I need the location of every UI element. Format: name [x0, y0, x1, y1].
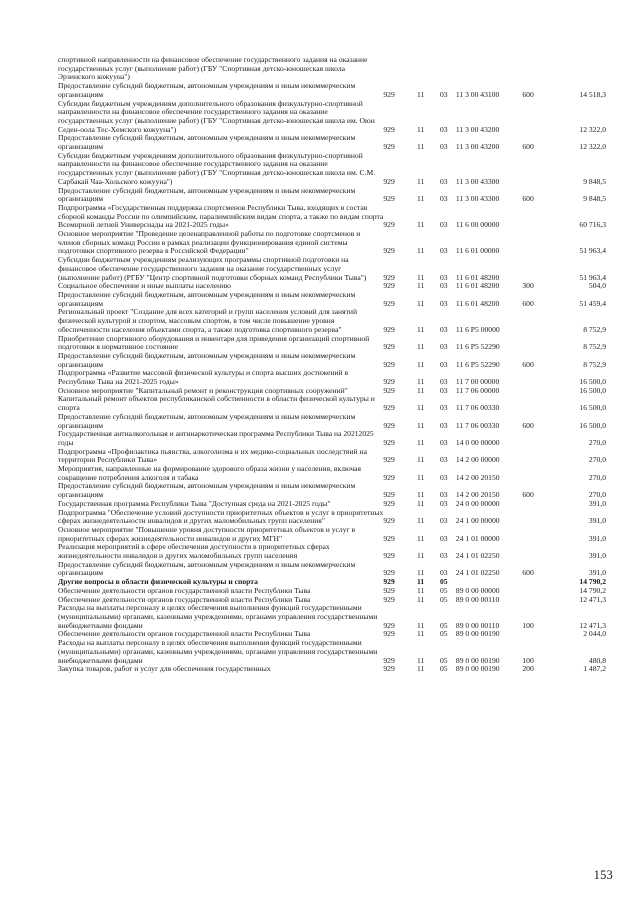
target-article-code: 89 0 00 00110 [455, 620, 500, 630]
expense-type-code: 100 [522, 655, 534, 665]
row-description: Государственная программа Республики Тыва "Доступная среда на 2021-2025 годы" [58, 498, 331, 508]
row-description: Основное мероприятие "Капитальный ремонт и реконструкция спортивных сооружений" [58, 385, 348, 395]
expense-type-code: 600 [522, 194, 534, 204]
row-description: Обеспечение деятельности органов государственной власти Республики Тыва [58, 585, 311, 595]
expense-type-code [522, 308, 552, 334]
subsection-code: 03 [440, 568, 448, 578]
section-code: 11 [416, 324, 425, 334]
section-code: 11 [416, 664, 425, 674]
section-code: 11 [416, 490, 425, 500]
section-code: 11 [416, 420, 425, 430]
row-description: Расходы на выплаты персоналу в целях обеспечения выполнения функций государственными (муниципальными) органами, казенными учреждениями, органами управления государственными внебюджетными фондами [58, 638, 378, 665]
expense-type-code [522, 335, 552, 352]
amount: 504,0 [588, 281, 606, 291]
expense-type-code [522, 230, 552, 256]
amount: 270,0 [588, 455, 606, 465]
subsection-code: 03 [440, 359, 448, 369]
table-row [58, 395, 606, 412]
subsection-code: 03 [440, 437, 448, 447]
section-code: 11 [416, 551, 425, 561]
target-article-code: 24 1 01 02250 [455, 568, 500, 578]
subsection-code: 03 [440, 403, 448, 413]
subsection-code: 03 [440, 551, 448, 561]
subsection-code: 03 [440, 533, 448, 543]
row-description: Основное мероприятие "Проведение целенаправленной работы по подготовке спортсменов и членов сборных команд России в рамках реализации функционирования единой системы подготовки спортивного резерва в Российской Федерации" [58, 229, 361, 256]
row-description: Предоставление субсидий бюджетным, автономным учреждениям и иным некоммерческим организациям [58, 81, 356, 99]
amount: 1 487,2 [583, 664, 606, 674]
section-code: 11 [416, 359, 425, 369]
amount: 2 044,0 [583, 629, 606, 639]
subsection-code: 05 [440, 664, 448, 674]
table-row [58, 639, 606, 665]
row-description: Субсидии бюджетным учреждениям реализующих программы спортивной подготовки на финансовое обеспечение государственного задания на оказание государственных услуг (выполнение работ) (РГБУ "Центр спортивной подготовки сборных команд Республики Тыва") [58, 255, 367, 282]
amount: 9 848,5 [583, 176, 606, 186]
amount: 51 963,4 [579, 246, 606, 256]
row-description: Подпрограмма «Развитие массовой физической культуры и спорта высших достижений в Республике Тыва на 2021-2025 годы» [58, 368, 349, 387]
subsection-code: 03 [440, 281, 448, 291]
target-article-code: 89 0 00 00190 [455, 664, 500, 674]
page-number: 153 [593, 868, 613, 882]
amount: 51 963,4 [579, 272, 606, 282]
section-code: 11 [416, 437, 425, 447]
section-code: 11 [416, 194, 425, 204]
ministry-code: 929 [383, 298, 395, 308]
row-description: Реализация мероприятий в сфере обеспечения доступности в приоритетных сферах жизнедеятельности инвалидов и других маломобильных групп населения [58, 542, 330, 561]
target-article-code: 14 2 00 20150 [455, 472, 500, 482]
expense-type-code: 600 [522, 298, 534, 308]
expense-type-code: 600 [522, 568, 534, 578]
expense-type-code [522, 630, 552, 639]
target-article-code: 11 7 06 00330 [455, 420, 500, 430]
row-description: Мероприятия, направленные на формирование здорового образа жизни у населения, включая сокращение потребления алкоголя и табака [58, 464, 362, 482]
subsection-code: 03 [440, 89, 448, 99]
ministry-code [383, 56, 409, 82]
row-description: Предоставление субсидий бюджетным, автономным учреждениям и иным некоммерческим организациям [58, 411, 356, 430]
ministry-code: 929 [383, 516, 395, 526]
section-code: 11 [416, 620, 425, 630]
ministry-code: 929 [383, 246, 395, 256]
table-row [58, 134, 606, 151]
table-row [58, 561, 606, 578]
section-code: 11 [416, 281, 425, 291]
amount: 51 459,4 [579, 298, 606, 308]
target-article-code: 11 6 01 00000 [455, 246, 500, 256]
expense-type-code: 600 [522, 142, 534, 152]
section-code: 11 [416, 272, 425, 282]
expense-type-code [522, 578, 552, 587]
ministry-code: 929 [383, 455, 395, 465]
target-article-code: 11 6 01 48200 [455, 272, 500, 282]
row-description: Подпрограмма «Государственная поддержка спортсменов Республики Тыва, входящих в состав сборной команды России по олимпийским, паралимпийским видам спорта, а также по видам спорта Всемирной летней Универсиады на 2021-2025 годы» [58, 202, 384, 230]
target-article-code: 24 0 00 00000 [455, 498, 500, 508]
amount: 16 500,0 [579, 385, 606, 395]
amount: 16 500,0 [579, 403, 606, 413]
row-description: Расходы на выплаты персоналу в целях обеспечения выполнения функций государственными (муниципальными) органами, казенными учреждениями, органами управления государственными внебюджетными фондами [58, 603, 378, 630]
row-description: Предоставление субсидий бюджетным, автономным учреждениям и иным некоммерческим организациям [58, 185, 356, 204]
amount: 391,0 [588, 568, 606, 578]
amount: 12 322,0 [579, 124, 606, 134]
target-article-code: 11 6 P5 52290 [455, 359, 500, 369]
amount: 12 471,3 [579, 594, 606, 604]
amount: 480,8 [588, 655, 606, 665]
row-description: Предоставление субсидий бюджетным, автономным учреждениям и иным некоммерческим организациям [58, 133, 356, 152]
amount: 8 752,9 [583, 324, 606, 334]
amount: 12 322,0 [579, 142, 606, 152]
section-code: 11 [416, 342, 425, 352]
subsection-code: 05 [440, 620, 448, 630]
row-description: Субсидии бюджетным учреждениям дополнительного образования физкультурно-спортивной направленности на финансовое обеспечение государственного задания на оказание государственных услуг (выполнение работ) (ГБУ "Спортивная детско-юношеская школа им. С.М. Сарбакай Чаа-Хольского кожууна") [58, 150, 376, 186]
expense-type-code [522, 430, 552, 447]
row-description: Основное мероприятие "Повышение уровня доступности приоритетных объектов и услуг в приоритетных сферах жизнедеятельности инвалидов и других МГН" [58, 524, 356, 543]
ministry-code: 929 [383, 220, 395, 230]
section-code: 11 [416, 403, 425, 413]
expense-type-code: 600 [522, 420, 534, 430]
target-article-code: 24 1 00 00000 [455, 516, 500, 526]
ministry-code: 929 [383, 142, 395, 152]
section-code: 11 [416, 124, 425, 134]
expense-type-code [522, 500, 552, 509]
target-article-code: 11 6 P5 00000 [455, 324, 500, 334]
subsection-code: 03 [440, 298, 448, 308]
target-article-code: 11 3 00 43200 [455, 142, 500, 152]
target-article-code: 11 3 00 43300 [455, 194, 500, 204]
row-description: Субсидии бюджетным учреждениям дополнительного образования физкультурно-спортивной направленности на финансовое обеспечение государственного задания на оказание государственных услуг (выполнение работ) (ГБУ "Спортивная детско-юношеская школа им. Оюн Седен-оола Тес-Хемского кожууна") [58, 98, 375, 134]
section-code: 11 [416, 176, 425, 186]
ministry-code: 929 [383, 577, 395, 587]
section-code: 11 [416, 594, 425, 604]
section-code: 11 [416, 298, 425, 308]
table-row [58, 482, 606, 499]
subsection-code: 03 [440, 220, 448, 230]
expense-type-code [522, 395, 552, 412]
subsection-code: 03 [440, 498, 448, 508]
amount: 14 790,2 [579, 577, 606, 587]
row-description: Подпрограмма "Обеспечение условий доступности приоритетных объектов и услуг в приоритетных сферах жизнедеятельности инвалидов и других маломобильных групп населения" [58, 507, 384, 526]
section-code: 11 [416, 385, 425, 395]
section-code [410, 56, 432, 82]
expense-type-code: 600 [522, 359, 534, 369]
amount: 8 752,9 [583, 359, 606, 369]
ministry-code: 929 [383, 385, 395, 395]
target-article-code: 89 0 00 00190 [455, 629, 500, 639]
amount: 9 848,5 [583, 194, 606, 204]
row-description: Приобретение спортивного оборудования и инвентаря для приведения организаций спортивной подготовки в нормативное состояние [58, 333, 370, 352]
subsection-code: 05 [440, 629, 448, 639]
section-code: 11 [416, 472, 425, 482]
row-description: Обеспечение деятельности органов государственной власти Республики Тыва [58, 629, 311, 639]
target-article-code: 14 2 00 00000 [455, 455, 500, 465]
target-article-code: 11 6 00 00000 [455, 220, 500, 230]
target-article-code: 11 3 00 43200 [455, 124, 500, 134]
table-row [58, 204, 606, 230]
row-description: Другие вопросы в области физической культуры и спорта [58, 577, 258, 587]
subsection-code: 03 [440, 420, 448, 430]
ministry-code: 929 [383, 194, 395, 204]
amount: 14 518,3 [579, 89, 606, 99]
row-description: Предоставление субсидий бюджетным, автономным учреждениям и иным некоммерческим организациям [58, 350, 356, 369]
table-row [58, 543, 606, 560]
section-code: 11 [416, 655, 425, 665]
row-description: Государственная антиалкогольная и антинаркотическая программа Республики Тыва на 20212025 годы [58, 429, 374, 447]
amount: 16 500,0 [579, 377, 606, 387]
table-row [58, 665, 606, 674]
subsection-code: 03 [440, 490, 448, 500]
subsection-code: 03 [440, 124, 448, 134]
subsection-code: 03 [440, 342, 448, 352]
section-code: 11 [416, 516, 425, 526]
subsection-code: 03 [440, 455, 448, 465]
target-article-code: 89 0 00 00110 [455, 594, 500, 604]
section-code: 11 [416, 455, 425, 465]
ministry-code: 929 [383, 533, 395, 543]
subsection-code: 05 [440, 655, 448, 665]
table-row [58, 335, 606, 352]
amount: 12 471,3 [579, 620, 606, 630]
expense-type-code [522, 100, 552, 135]
ministry-code: 929 [383, 490, 395, 500]
ministry-code: 929 [383, 437, 395, 447]
ministry-code: 929 [383, 664, 395, 674]
ministry-code: 929 [383, 377, 395, 387]
amount: 391,0 [588, 516, 606, 526]
subsection-code: 03 [440, 385, 448, 395]
row-description: Предоставление субсидий бюджетным, автономным учреждениям и иным некоммерческим организациям [58, 289, 356, 308]
ministry-code: 929 [383, 359, 395, 369]
amount: 270,0 [588, 472, 606, 482]
target-article-code: 11 6 01 48200 [455, 298, 500, 308]
section-code: 11 [416, 377, 425, 387]
row-description: Предоставление субсидий бюджетным, автономным учреждениям и иным некоммерческим организациям [58, 559, 356, 578]
ministry-code: 929 [383, 124, 395, 134]
table-row [58, 430, 606, 447]
expense-type-code [522, 465, 552, 482]
section-code: 11 [416, 629, 425, 639]
ministry-code: 929 [383, 620, 395, 630]
table-row [58, 291, 606, 308]
table-row [58, 100, 606, 135]
amount: 14 790,2 [579, 585, 606, 595]
table-row [58, 413, 606, 430]
amount: 270,0 [588, 437, 606, 447]
subsection-code: 03 [440, 324, 448, 334]
section-code: 11 [416, 89, 425, 99]
amount: 391,0 [588, 551, 606, 561]
target-article-code: 11 6 P5 52290 [455, 342, 500, 352]
expense-type-code [522, 509, 552, 526]
table-row [58, 352, 606, 369]
table-row [58, 604, 606, 630]
subsection-code: 03 [440, 176, 448, 186]
target-article-code: 11 3 00 43100 [455, 89, 500, 99]
section-code: 11 [416, 220, 425, 230]
ministry-code: 929 [383, 420, 395, 430]
table-row [58, 82, 606, 99]
table-row [58, 230, 606, 256]
section-code: 11 [416, 585, 425, 595]
ministry-code: 929 [383, 281, 395, 291]
expense-type-code [522, 152, 552, 187]
subsection-code: 03 [440, 142, 448, 152]
row-description: Капитальный ремонт объектов республиканской собственности в области физической культуры и спорта [58, 394, 375, 413]
ministry-code: 929 [383, 655, 395, 665]
table-row [58, 465, 606, 482]
budget-table-body [58, 56, 606, 674]
target-article-code: 14 2 00 20150 [455, 490, 500, 500]
section-code: 11 [416, 498, 425, 508]
ministry-code: 929 [383, 629, 395, 639]
table-row [58, 308, 606, 334]
amount: 270,0 [588, 490, 606, 500]
target-article-code: 24 1 01 00000 [455, 533, 500, 543]
subsection-code: 03 [440, 246, 448, 256]
row-description: Предоставление субсидий бюджетным, автономным учреждениям и иным некоммерческим организациям [58, 481, 356, 500]
expense-type-code [522, 387, 552, 396]
subsection-code: 05 [440, 585, 448, 595]
ministry-code: 929 [383, 342, 395, 352]
section-code: 11 [417, 577, 425, 587]
expense-type-code [522, 526, 552, 543]
table-row [58, 448, 606, 465]
target-article-code: 89 0 00 00000 [455, 585, 500, 595]
table-row [58, 526, 606, 543]
expense-type-code [522, 369, 552, 386]
row-description: Подпрограмма «Профилактика пьянства, алкоголизма и их медико-социальных последствий на территории Республики Тыва» [58, 446, 367, 465]
subsection-code [432, 56, 456, 82]
ministry-code: 929 [383, 403, 395, 413]
target-article-code: 89 0 00 00190 [455, 655, 500, 665]
subsection-code: 05 [440, 594, 448, 604]
amount: 391,0 [588, 533, 606, 543]
section-code: 11 [416, 568, 425, 578]
expense-type-code: 600 [522, 490, 534, 500]
target-article-code [456, 56, 522, 82]
row-description: спортивной направленности на финансовое обеспечение государственного задания на оказание государственных услуг (выполнение работ) (ГБУ "Спортивная детско-юношеская школа Эрзинского кожууна") [58, 55, 368, 82]
section-code: 11 [416, 142, 425, 152]
budget-table [58, 56, 606, 674]
table-row [58, 152, 606, 187]
target-article-code: 11 7 06 00000 [455, 385, 500, 395]
ministry-code: 929 [383, 551, 395, 561]
amount: 60 716,3 [579, 220, 606, 230]
expense-type-code [522, 596, 552, 605]
ministry-code: 929 [383, 176, 395, 186]
subsection-code: 03 [440, 516, 448, 526]
target-article-code: 11 7 06 00330 [455, 403, 500, 413]
ministry-code: 929 [383, 594, 395, 604]
subsection-code: 03 [440, 272, 448, 282]
table-row [58, 256, 606, 282]
expense-type-code [522, 204, 552, 230]
ministry-code: 929 [383, 89, 395, 99]
subsection-code: 05 [440, 577, 448, 587]
amount [553, 56, 606, 82]
expense-type-code [522, 256, 552, 282]
section-code: 11 [416, 533, 425, 543]
table-row [58, 369, 606, 386]
subsection-code: 03 [440, 472, 448, 482]
expense-type-code: 100 [522, 620, 534, 630]
expense-type-code: 600 [522, 89, 534, 99]
expense-type-code [522, 56, 552, 82]
ministry-code: 929 [383, 324, 395, 334]
row-description: Региональный проект "Создание для всех категорий и групп населения условий для занятий физической культурой и спортом, массовым спортом, в том числе повышение уровня обеспеченности населения объектами спорта, а также подготовка спортивного резерва" [58, 307, 358, 334]
amount: 391,0 [588, 498, 606, 508]
amount: 16 500,0 [579, 420, 606, 430]
amount: 8 752,9 [583, 342, 606, 352]
subsection-code: 03 [440, 377, 448, 387]
target-article-code: 11 6 01 48200 [455, 281, 500, 291]
ministry-code: 929 [383, 568, 395, 578]
row-description: Закупка товаров, работ и услуг для обеспечения государственных [58, 664, 271, 674]
row-description: Обеспечение деятельности органов государственной власти Республики Тыва [58, 594, 311, 604]
expense-type-code [522, 448, 552, 465]
target-article-code: 11 3 00 43300 [455, 176, 500, 186]
expense-type-code: 200 [522, 664, 534, 674]
expense-type-code: 300 [522, 281, 534, 291]
expense-type-code [522, 587, 552, 596]
table-row [58, 509, 606, 526]
ministry-code: 929 [383, 472, 395, 482]
ministry-code: 929 [383, 498, 395, 508]
target-article-code: 24 1 01 02250 [455, 551, 500, 561]
expense-type-code [522, 543, 552, 560]
target-article-code: 11 7 00 00000 [455, 377, 500, 387]
subsection-code: 03 [440, 194, 448, 204]
row-description: Социальное обеспечение и иные выплаты населению [58, 281, 231, 291]
ministry-code: 929 [383, 585, 395, 595]
target-article-code: 14 0 00 00000 [455, 437, 500, 447]
table-row [58, 56, 606, 82]
table-row [58, 187, 606, 204]
ministry-code: 929 [383, 272, 395, 282]
section-code: 11 [416, 246, 425, 256]
